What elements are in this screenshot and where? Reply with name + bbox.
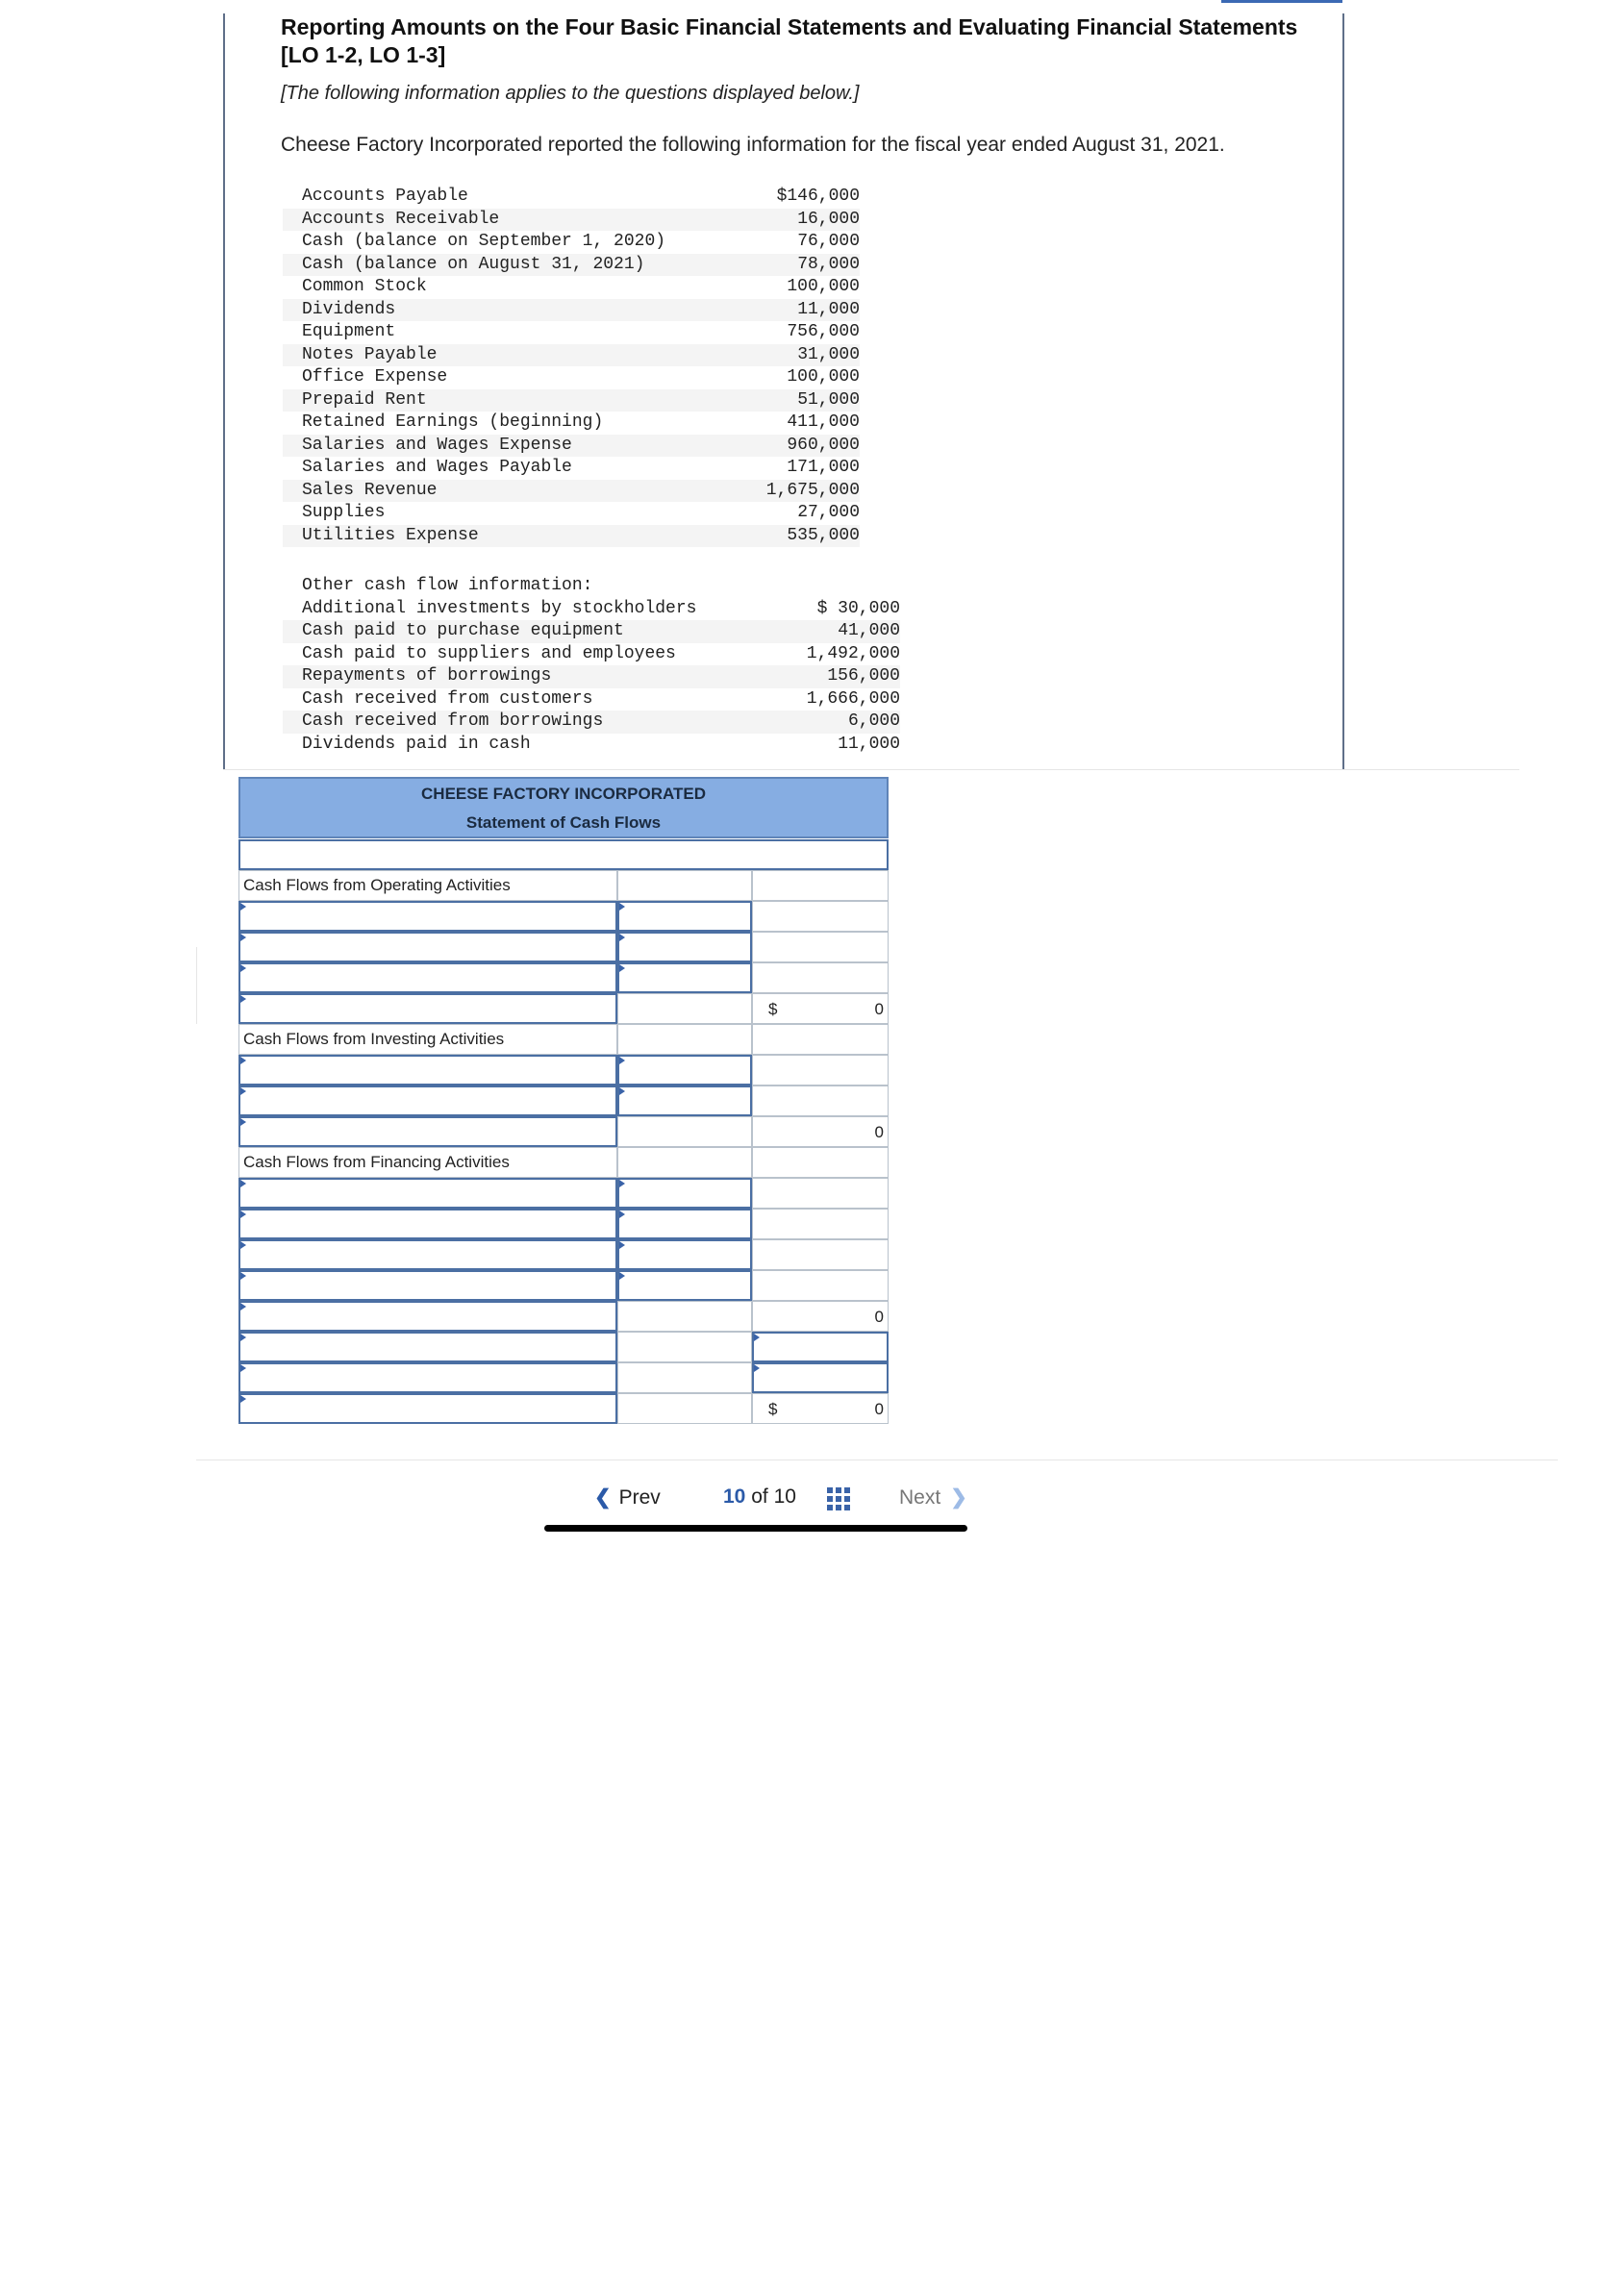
top-tab-indicator — [1221, 0, 1342, 3]
blank-cell — [617, 1393, 752, 1424]
blank-cell — [617, 1362, 752, 1393]
other-heading-row — [283, 575, 900, 598]
account-value: 756,000 — [787, 322, 860, 341]
dropdown-marker-icon — [619, 964, 625, 972]
other-cash-flow-table — [283, 575, 900, 758]
dropdown-marker-icon — [240, 1210, 246, 1218]
dropdown-marker-icon — [240, 1364, 246, 1372]
other-value: 6,000 — [847, 711, 900, 731]
prev-button[interactable] — [594, 1485, 661, 1510]
table-row — [283, 276, 860, 299]
account-label: Prepaid Rent — [302, 389, 427, 410]
dropdown-marker-icon — [619, 1241, 625, 1249]
table-row — [283, 366, 860, 389]
dropdown-marker-icon — [754, 1364, 760, 1372]
account-label: Accounts Payable — [302, 187, 468, 206]
blank-cell — [617, 870, 752, 901]
blank-cell — [752, 870, 889, 901]
dropdown-marker-icon — [240, 1272, 246, 1280]
account-value: 1,675,000 — [765, 480, 860, 500]
beginning-cash-amount-input[interactable] — [752, 1362, 889, 1393]
other-value: 41,000 — [838, 621, 900, 640]
account-value: 11,000 — [797, 299, 860, 319]
account-label: Office Expense — [302, 367, 448, 387]
ending-total-value: 0 — [874, 1400, 884, 1418]
other-value: 11,000 — [838, 734, 900, 754]
investing-total-cell — [752, 1116, 889, 1147]
financing-amount-input[interactable] — [617, 1239, 752, 1270]
financing-item-input[interactable] — [238, 1239, 617, 1270]
account-value: 27,000 — [797, 503, 860, 522]
dropdown-marker-icon — [240, 903, 246, 911]
dropdown-marker-icon — [240, 1057, 246, 1064]
table-row — [283, 734, 900, 757]
account-value: 171,000 — [787, 458, 860, 477]
account-value: 51,000 — [797, 389, 860, 410]
dropdown-marker-icon — [619, 903, 625, 911]
net-change-label-input[interactable] — [238, 1332, 617, 1362]
net-change-amount-input[interactable] — [752, 1332, 889, 1362]
investing-total-value: 0 — [874, 1123, 884, 1141]
dropdown-marker-icon — [240, 1118, 246, 1126]
operating-section-label — [238, 870, 617, 901]
page-of: of — [751, 1485, 768, 1508]
operating-item-input[interactable] — [238, 932, 617, 962]
question-title: Reporting Amounts on the Four Basic Financial Statements and Evaluating Financial Statements [LO 1-2, LO 1-3] — [281, 14, 1298, 67]
investing-amount-input[interactable] — [617, 1055, 752, 1086]
table-row — [283, 598, 900, 621]
table-row — [283, 435, 860, 458]
other-label: Repayments of borrowings — [302, 666, 552, 686]
dropdown-marker-icon — [619, 934, 625, 941]
investing-total-label-input[interactable] — [238, 1116, 617, 1147]
table-row — [283, 643, 900, 666]
financing-amount-input[interactable] — [617, 1209, 752, 1239]
account-label: Salaries and Wages Expense — [302, 435, 572, 455]
other-value: 156,000 — [827, 666, 900, 686]
account-value: 78,000 — [797, 254, 860, 274]
left-frame-line — [223, 13, 225, 769]
blank-cell — [617, 1301, 752, 1332]
dropdown-marker-icon — [240, 964, 246, 972]
table-row — [283, 665, 900, 688]
financing-amount-input[interactable] — [617, 1270, 752, 1301]
account-value: 960,000 — [787, 435, 860, 455]
ending-cash-label-input[interactable] — [238, 1393, 617, 1424]
account-label: Salaries and Wages Payable — [302, 458, 572, 477]
dropdown-marker-icon — [240, 934, 246, 941]
other-label: Dividends paid in cash — [302, 734, 531, 754]
other-value: 1,492,000 — [806, 643, 900, 663]
account-value: 31,000 — [797, 344, 860, 364]
investing-item-input[interactable] — [238, 1055, 617, 1086]
financing-total-cell — [752, 1301, 889, 1332]
blank-cell — [752, 1147, 889, 1178]
table-row — [283, 344, 860, 367]
account-value: 76,000 — [797, 232, 860, 251]
operating-total-label-input[interactable] — [238, 993, 617, 1024]
account-label: Common Stock — [302, 277, 427, 296]
operating-label-text: Cash Flows from Operating Activities — [243, 876, 511, 894]
other-label: Cash paid to purchase equipment — [302, 621, 624, 640]
table-row — [283, 186, 860, 209]
blank-cell — [752, 932, 889, 962]
account-label: Accounts Receivable — [302, 209, 500, 229]
other-value: $ 30,000 — [816, 598, 900, 618]
blank-cell — [617, 1147, 752, 1178]
blank-cell — [752, 1024, 889, 1055]
intro-note: [The following information applies to the questions displayed below.] — [281, 83, 860, 104]
table-row — [283, 412, 860, 435]
table-row — [283, 502, 860, 525]
dropdown-marker-icon — [240, 1087, 246, 1095]
financing-label-text: Cash Flows from Financing Activities — [243, 1153, 510, 1171]
blank-cell — [752, 1270, 889, 1301]
operating-item-input[interactable] — [238, 962, 617, 993]
account-label: Utilities Expense — [302, 525, 479, 545]
account-value: 535,000 — [787, 525, 860, 545]
intro-text: Cheese Factory Incorporated reported the following information for the fiscal year ended August 31, 2021. — [281, 134, 1225, 156]
table-row — [283, 254, 860, 277]
account-label: Equipment — [302, 322, 396, 341]
accounts-table — [283, 186, 860, 551]
operating-amount-input[interactable] — [617, 932, 752, 962]
table-row — [283, 525, 860, 548]
dropdown-marker-icon — [240, 1241, 246, 1249]
next-label: Next — [899, 1486, 941, 1509]
blank-cell — [752, 1178, 889, 1209]
financing-section-label — [238, 1147, 617, 1178]
blank-cell — [617, 1332, 752, 1362]
other-label: Cash received from customers — [302, 688, 593, 709]
dropdown-marker-icon — [619, 1272, 625, 1280]
account-label: Dividends — [302, 299, 396, 319]
next-button[interactable] — [899, 1485, 967, 1510]
operating-total-cell — [752, 993, 889, 1024]
other-label: Additional investments by stockholders — [302, 598, 697, 618]
home-indicator-bar — [544, 1525, 967, 1532]
operating-amount-input[interactable] — [617, 901, 752, 932]
grid-icon[interactable] — [827, 1487, 850, 1510]
financing-item-input[interactable] — [238, 1209, 617, 1239]
blank-cell — [752, 1086, 889, 1116]
dropdown-marker-icon — [240, 1395, 246, 1403]
other-label: Cash paid to suppliers and employees — [302, 643, 676, 663]
dropdown-marker-icon — [619, 1180, 625, 1187]
account-value: 100,000 — [787, 367, 860, 387]
account-value: 16,000 — [797, 209, 860, 229]
table-row — [283, 209, 860, 232]
statement-name: Statement of Cash Flows — [465, 813, 662, 832]
investing-label-text: Cash Flows from Investing Activities — [243, 1030, 505, 1048]
company-name: CHEESE FACTORY INCORPORATED — [421, 785, 706, 803]
blank-cell — [752, 1209, 889, 1239]
blank-cell — [617, 1024, 752, 1055]
account-label: Cash (balance on September 1, 2020) — [302, 232, 666, 251]
operating-total-value: 0 — [874, 1000, 884, 1018]
blank-cell — [752, 962, 889, 993]
account-label: Retained Earnings (beginning) — [302, 412, 604, 432]
table-row — [283, 299, 860, 322]
dropdown-marker-icon — [619, 1057, 625, 1064]
account-label: Sales Revenue — [302, 480, 438, 500]
financing-amount-input[interactable] — [617, 1178, 752, 1209]
dropdown-marker-icon — [240, 1303, 246, 1310]
financing-total-label-input[interactable] — [238, 1301, 617, 1332]
other-value: 1,666,000 — [806, 688, 900, 709]
dropdown-marker-icon — [240, 1180, 246, 1187]
financing-item-input[interactable] — [238, 1270, 617, 1301]
other-heading: Other cash flow information: — [302, 576, 593, 595]
account-label: Notes Payable — [302, 344, 438, 364]
operating-amount-input[interactable] — [617, 962, 752, 993]
investing-item-input[interactable] — [238, 1086, 617, 1116]
period-input[interactable] — [238, 839, 889, 870]
blank-cell — [752, 1055, 889, 1086]
table-row — [283, 688, 900, 711]
account-value: $146,000 — [776, 187, 860, 206]
left-margin-mark — [196, 947, 197, 1024]
table-row — [283, 457, 860, 480]
investing-amount-input[interactable] — [617, 1086, 752, 1116]
table-row — [283, 231, 860, 254]
total-pages: 10 — [773, 1485, 796, 1508]
frame-divider — [223, 769, 1519, 770]
dropdown-marker-icon — [754, 1334, 760, 1341]
account-label: Supplies — [302, 503, 386, 522]
page-indicator[interactable] — [723, 1485, 796, 1509]
investing-section-label — [238, 1024, 617, 1055]
account-label: Cash (balance on August 31, 2021) — [302, 254, 645, 274]
operating-item-input[interactable] — [238, 901, 617, 932]
other-label: Cash received from borrowings — [302, 711, 604, 731]
blank-cell — [752, 1239, 889, 1270]
dropdown-marker-icon — [619, 1087, 625, 1095]
currency-symbol: $ — [768, 1400, 778, 1418]
statement-header — [238, 777, 889, 838]
blank-cell — [617, 993, 752, 1024]
blank-cell — [752, 901, 889, 932]
table-row — [283, 321, 860, 344]
chevron-right-icon: ❯ — [950, 1486, 967, 1509]
account-value: 100,000 — [787, 277, 860, 296]
currency-symbol: $ — [768, 1000, 778, 1018]
prev-label: Prev — [618, 1486, 661, 1509]
table-row — [283, 620, 900, 643]
current-page: 10 — [723, 1485, 746, 1508]
table-row — [283, 480, 860, 503]
dropdown-marker-icon — [240, 995, 246, 1003]
table-row — [283, 711, 900, 734]
dropdown-marker-icon — [240, 1334, 246, 1341]
financing-item-input[interactable] — [238, 1178, 617, 1209]
ending-total-cell — [752, 1393, 889, 1424]
chevron-left-icon: ❮ — [594, 1486, 612, 1509]
account-value: 411,000 — [787, 412, 860, 432]
cash-flow-statement — [238, 777, 889, 1460]
right-frame-line — [1342, 13, 1344, 769]
table-row — [283, 389, 860, 412]
beginning-cash-label-input[interactable] — [238, 1362, 617, 1393]
financing-total-value: 0 — [874, 1308, 884, 1326]
dropdown-marker-icon — [619, 1210, 625, 1218]
blank-cell — [617, 1116, 752, 1147]
